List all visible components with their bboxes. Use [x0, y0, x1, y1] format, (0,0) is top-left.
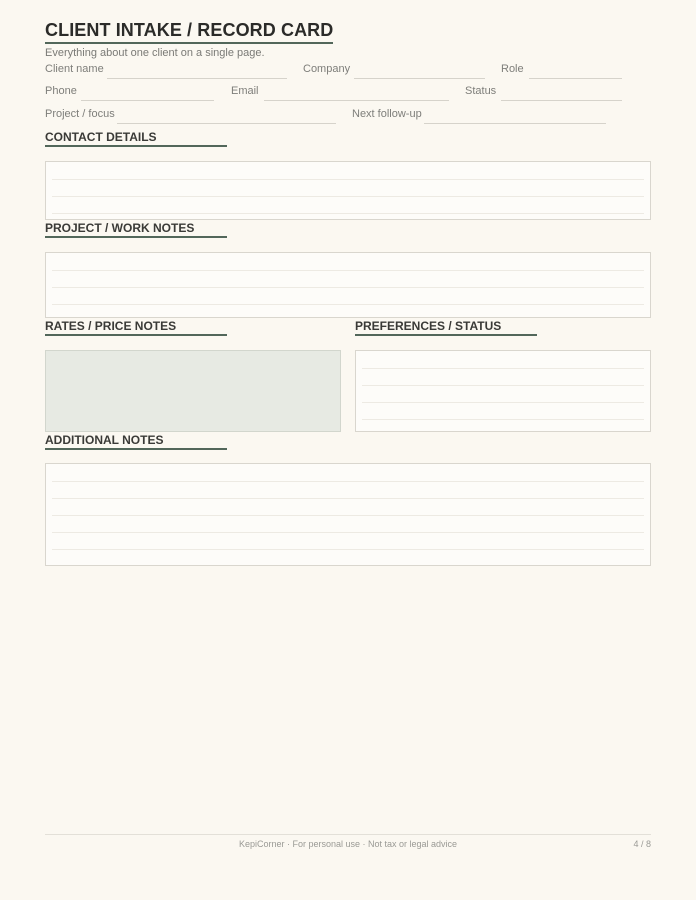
section-preferences-status: PREFERENCES / STATUS	[355, 319, 537, 336]
footer-text: KepiCorner · For personal use · Not tax or legal advice	[238, 839, 458, 849]
ruled-line	[52, 287, 644, 288]
project-focus-field[interactable]	[45, 108, 336, 124]
client-name-label: Client name	[45, 63, 104, 75]
next-follow-up-label: Next follow-up	[352, 108, 422, 120]
company-line	[354, 78, 485, 79]
project-focus-label: Project / focus	[45, 108, 115, 120]
ruled-line	[362, 402, 644, 403]
role-field[interactable]	[501, 63, 622, 79]
ruled-line	[52, 196, 644, 197]
phone-field[interactable]	[45, 85, 214, 101]
email-line	[264, 100, 449, 101]
ruled-line	[362, 385, 644, 386]
role-line	[529, 78, 622, 79]
section-rates-price-notes: RATES / PRICE NOTES	[45, 319, 227, 336]
preferences-status-box[interactable]	[355, 350, 651, 432]
role-label: Role	[501, 63, 524, 75]
client-name-field[interactable]	[45, 63, 287, 79]
page-title: CLIENT INTAKE / RECORD CARD	[45, 20, 333, 44]
ruled-line	[52, 481, 644, 482]
project-focus-line	[117, 123, 336, 124]
ruled-line	[52, 549, 644, 550]
ruled-line	[52, 532, 644, 533]
ruled-line	[52, 213, 644, 214]
company-field[interactable]	[303, 63, 485, 79]
contact-details-box[interactable]	[45, 161, 651, 220]
footer-divider	[45, 834, 651, 835]
page-number: 4 / 8	[633, 839, 651, 849]
company-label: Company	[303, 63, 351, 75]
ruled-line	[362, 419, 644, 420]
status-field[interactable]	[465, 85, 622, 101]
section-project-work-notes: PROJECT / WORK NOTES	[45, 221, 227, 238]
section-contact-details: CONTACT DETAILS	[45, 130, 227, 147]
next-follow-up-line	[424, 123, 606, 124]
rates-price-notes-box[interactable]	[45, 350, 341, 432]
email-field[interactable]	[231, 85, 449, 101]
ruled-line	[52, 498, 644, 499]
section-additional-notes: ADDITIONAL NOTES	[45, 433, 227, 450]
additional-notes-box[interactable]	[45, 463, 651, 566]
ruled-line	[52, 179, 644, 180]
ruled-line	[52, 270, 644, 271]
ruled-line	[52, 515, 644, 516]
phone-label: Phone	[45, 85, 77, 97]
client-name-line	[107, 78, 287, 79]
next-follow-up-field[interactable]	[352, 108, 606, 124]
ruled-line	[52, 304, 644, 305]
status-line	[501, 100, 622, 101]
ruled-line	[362, 368, 644, 369]
status-label: Status	[465, 85, 497, 97]
project-work-notes-box[interactable]	[45, 252, 651, 318]
page-subtitle: Everything about one client on a single page.	[45, 47, 265, 59]
phone-line	[81, 100, 214, 101]
email-label: Email	[231, 85, 259, 97]
